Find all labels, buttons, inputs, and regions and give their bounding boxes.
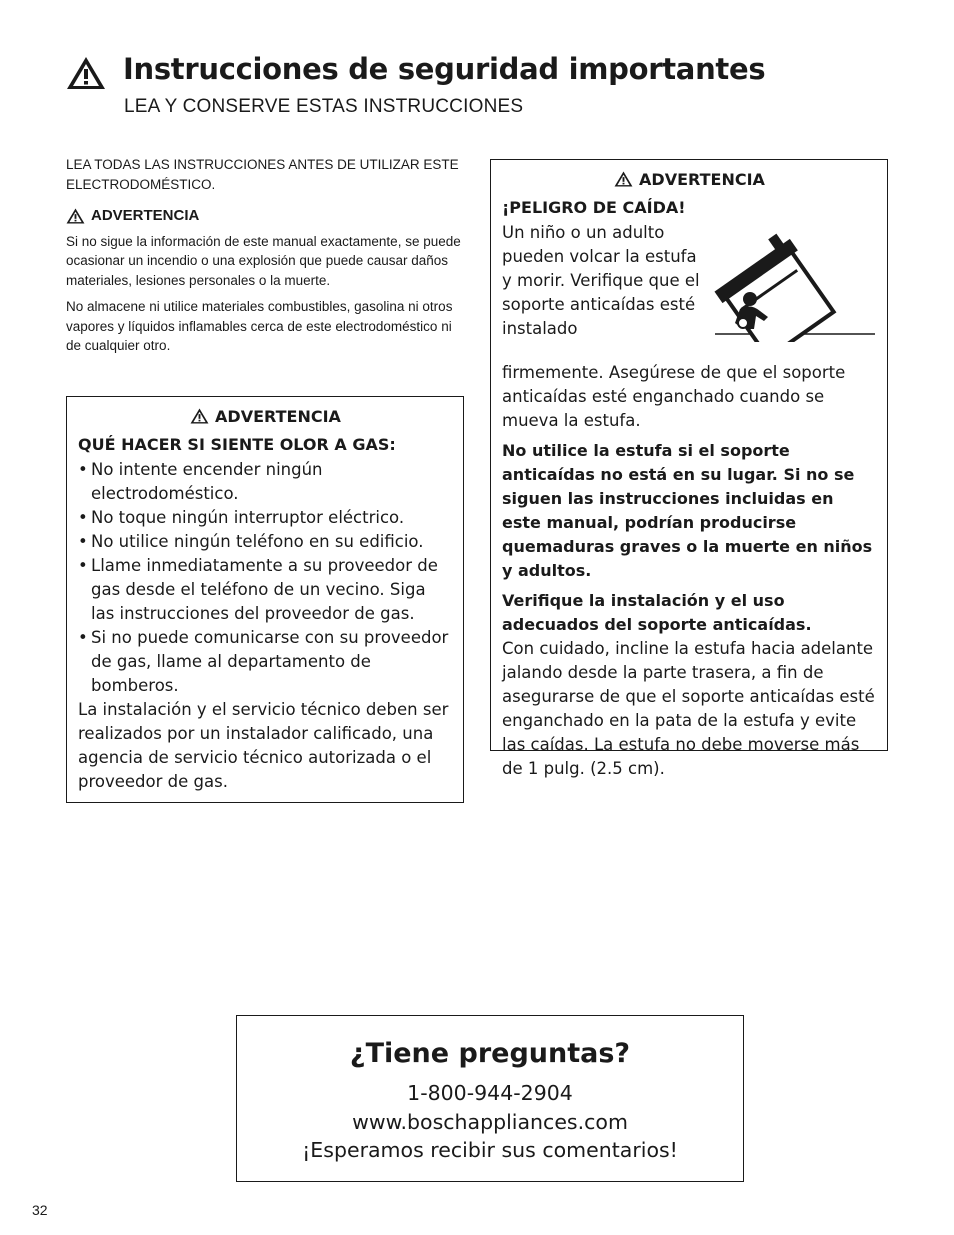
- intro-section: [66, 155, 461, 363]
- warning-triangle-icon: [614, 171, 633, 187]
- list-item: • No intente encender ningún electrodoméstico.: [78, 458, 453, 506]
- tipping-range-child-icon: [710, 217, 880, 342]
- questions-title: ¿Tiene preguntas?: [349, 1038, 631, 1069]
- list-item: • No toque ningún interruptor eléctrico.: [78, 506, 453, 530]
- gas-install-text: La instalación y el servicio técnico deben ser realizados por un instalador calificado, una agencia de servicio técnico autorizada o el proveedor de gas.: [78, 700, 449, 791]
- intro-paragraph-2: No almacene ni utilice materiales combustibles, gasolina ni otros vapores y líquidos inflamables cerca de este electrodoméstico ni de cualquier otro.: [66, 299, 453, 353]
- gas-box-heading: QUÉ HACER SI SIENTE OLOR A GAS:: [78, 435, 396, 454]
- tip-bold-warning-1: No utilice la estufa si el soporte anticaídas no está en su lugar. Si no se siguen las instrucciones incluidas en este manual, podrían producirse quemaduras graves o la muerte en niños y adultos.: [502, 441, 873, 580]
- gas-warning-label: ADVERTENCIA: [215, 407, 341, 426]
- tip-text-narrow: Un niño o un adulto pueden volcar la estufa y morir. Verifique que el soporte anticaídas esté instalado: [502, 223, 700, 338]
- warning-triangle-icon: [66, 56, 106, 90]
- page-title: Instrucciones de seguridad importantes: [123, 52, 766, 86]
- warning-triangle-icon: [190, 408, 209, 424]
- page-number: 32: [32, 1202, 48, 1218]
- support-phone: 1-800-944-2904: [407, 1081, 573, 1105]
- questions-box: [236, 1015, 744, 1182]
- list-item: • Llame inmediatamente a su proveedor de gas desde el teléfono de un vecino. Siga las instrucciones del proveedor de gas.: [78, 554, 453, 626]
- tip-warning-heading: [502, 168, 877, 192]
- intro-warning-heading: [66, 206, 461, 226]
- warning-triangle-icon: [66, 208, 85, 224]
- gas-warning-box: [66, 396, 464, 803]
- read-all-instructions: LEA TODAS LAS INSTRUCCIONES ANTES DE UTILIZAR ESTE ELECTRODOMÉSTICO.: [66, 157, 459, 192]
- gas-instruction-list: [78, 458, 453, 698]
- support-website: www.boschappliances.com: [352, 1109, 628, 1134]
- list-item: • No utilice ningún teléfono en su edificio.: [78, 530, 453, 554]
- tip-warning-label: ADVERTENCIA: [639, 170, 765, 189]
- intro-warning-label: ADVERTENCIA: [91, 207, 200, 224]
- tip-box-heading: ¡PELIGRO DE CAÍDA!: [502, 198, 686, 217]
- list-item: • Si no puede comunicarse con su proveedor de gas, llame al departamento de bomberos.: [78, 626, 453, 698]
- tip-over-warning-box: [490, 159, 888, 778]
- page-subtitle: LEA Y CONSERVE ESTAS INSTRUCCIONES: [124, 96, 524, 117]
- feedback-text: ¡Esperamos recibir sus comentarios!: [302, 1138, 678, 1162]
- intro-paragraph-1: Si no sigue la información de este manual exactamente, se puede ocasionar un incendio o una explosión que puede causar daños materiales, lesiones personales o la muerte.: [66, 233, 461, 288]
- tip-bold-warning-2: Verifique la instalación y el uso adecuados del soporte anticaídas.: [502, 591, 812, 634]
- tip-final-text: Con cuidado, incline la estufa hacia adelante jalando desde la parte trasera, a fin de asegurarse de que el soporte anticaídas esté enganchado en la pata de la estufa y evite las caídas. La estufa no debe moverse más de 1 pulg. (2.5 cm).: [502, 639, 875, 778]
- tip-text-wide: firmemente. Asegúrese de que el soporte anticaídas esté enganchado cuando se mueva la estufa.: [502, 363, 846, 430]
- gas-warning-heading: [78, 405, 453, 429]
